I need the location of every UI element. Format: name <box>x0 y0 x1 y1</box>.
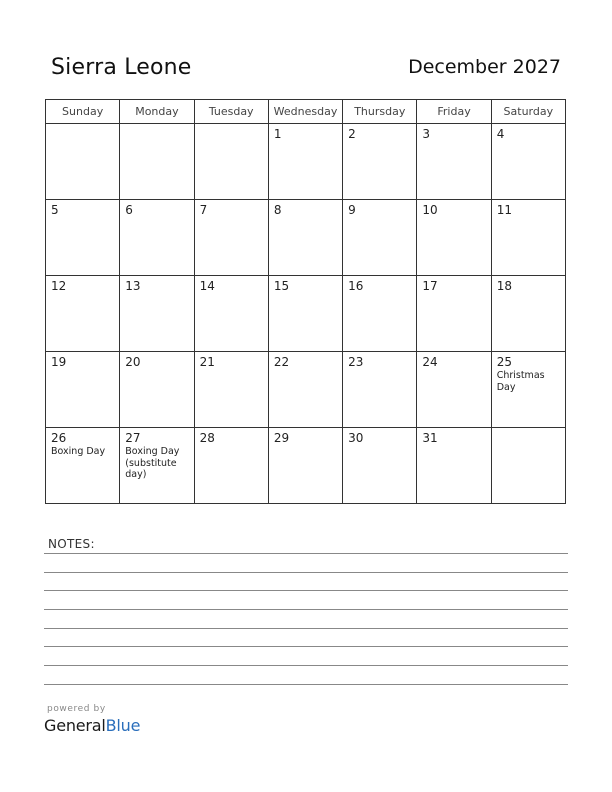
logo-blue-text: Blue <box>105 716 141 735</box>
weekday-wednesday: Wednesday <box>268 100 342 124</box>
holiday-label: Christmas Day <box>496 370 545 393</box>
day-cell <box>343 352 417 428</box>
day-cell <box>120 352 194 428</box>
day-number: 17 <box>422 279 438 293</box>
day-cell <box>46 124 120 200</box>
day-cell <box>268 124 342 200</box>
week-row <box>46 428 566 504</box>
day-cell <box>343 124 417 200</box>
day-cell <box>417 124 491 200</box>
day-number: 19 <box>51 355 67 369</box>
day-number: 15 <box>273 279 290 293</box>
day-number: 30 <box>348 431 364 445</box>
day-number: 1 <box>273 127 282 141</box>
weekday-header-row <box>46 100 566 124</box>
note-line <box>44 609 568 610</box>
day-number: 7 <box>199 203 208 217</box>
day-number: 11 <box>496 203 512 217</box>
day-number: 13 <box>125 279 141 293</box>
generalblue-logo[interactable] <box>44 716 140 735</box>
day-cell <box>120 124 194 200</box>
day-number: 26 <box>51 431 67 445</box>
day-number: 29 <box>273 431 290 445</box>
day-cell <box>491 352 565 428</box>
day-number: 4 <box>496 127 505 141</box>
day-cell <box>46 276 120 352</box>
day-cell <box>194 200 268 276</box>
note-line <box>44 646 568 647</box>
day-cell <box>194 124 268 200</box>
note-line <box>44 572 568 573</box>
day-cell <box>268 428 342 504</box>
day-number: 23 <box>348 355 364 369</box>
note-line <box>44 590 568 591</box>
notes-label: NOTES: <box>48 537 95 551</box>
day-number: 21 <box>199 355 215 369</box>
day-cell <box>417 276 491 352</box>
day-cell <box>417 352 491 428</box>
day-cell <box>194 276 268 352</box>
day-number: 10 <box>422 203 438 217</box>
day-number: 5 <box>51 203 59 217</box>
day-cell <box>120 428 194 504</box>
weekday-saturday: Saturday <box>491 100 565 124</box>
day-number: 12 <box>51 279 67 293</box>
day-number: 9 <box>348 203 356 217</box>
weekday-friday: Friday <box>417 100 491 124</box>
day-cell <box>46 352 120 428</box>
day-number: 22 <box>273 355 290 369</box>
day-cell <box>417 428 491 504</box>
day-cell <box>343 200 417 276</box>
powered-by-label: powered by <box>47 704 106 714</box>
day-cell <box>46 428 120 504</box>
week-row <box>46 352 566 428</box>
note-line <box>44 665 568 666</box>
day-number: 28 <box>199 431 215 445</box>
day-number: 14 <box>199 279 215 293</box>
day-cell <box>46 200 120 276</box>
note-line <box>44 553 568 554</box>
day-cell <box>194 428 268 504</box>
day-cell <box>491 428 565 504</box>
day-cell <box>120 200 194 276</box>
day-number: 6 <box>125 203 133 217</box>
weekday-sunday: Sunday <box>46 100 120 124</box>
day-cell <box>491 124 565 200</box>
day-number: 18 <box>496 279 512 293</box>
day-number: 25 <box>496 355 512 369</box>
day-cell <box>343 276 417 352</box>
week-row <box>46 276 566 352</box>
day-number: 16 <box>348 279 364 293</box>
day-cell <box>268 352 342 428</box>
day-number: 2 <box>348 127 356 141</box>
day-number: 27 <box>125 431 141 445</box>
day-number: 24 <box>422 355 438 369</box>
weekday-thursday: Thursday <box>343 100 417 124</box>
day-number: 8 <box>273 203 282 217</box>
week-row <box>46 124 566 200</box>
month-title: December 2027 <box>408 56 561 78</box>
weekday-tuesday: Tuesday <box>194 100 268 124</box>
note-line <box>44 628 568 629</box>
day-cell <box>268 276 342 352</box>
day-cell <box>491 200 565 276</box>
day-number: 3 <box>422 127 431 141</box>
note-line <box>44 684 568 685</box>
day-cell <box>194 352 268 428</box>
day-number: 31 <box>422 431 438 445</box>
weekday-monday: Monday <box>120 100 194 124</box>
calendar-grid <box>45 99 566 504</box>
day-cell <box>343 428 417 504</box>
holiday-label: Boxing Day <box>51 446 106 457</box>
day-cell <box>120 276 194 352</box>
week-row <box>46 200 566 276</box>
day-number: 20 <box>125 355 141 369</box>
logo-general-text: General <box>44 716 106 735</box>
country-title: Sierra Leone <box>51 55 192 80</box>
day-cell <box>491 276 565 352</box>
day-cell <box>268 200 342 276</box>
day-cell <box>417 200 491 276</box>
holiday-label: Boxing Day (substitute day) <box>125 446 180 480</box>
